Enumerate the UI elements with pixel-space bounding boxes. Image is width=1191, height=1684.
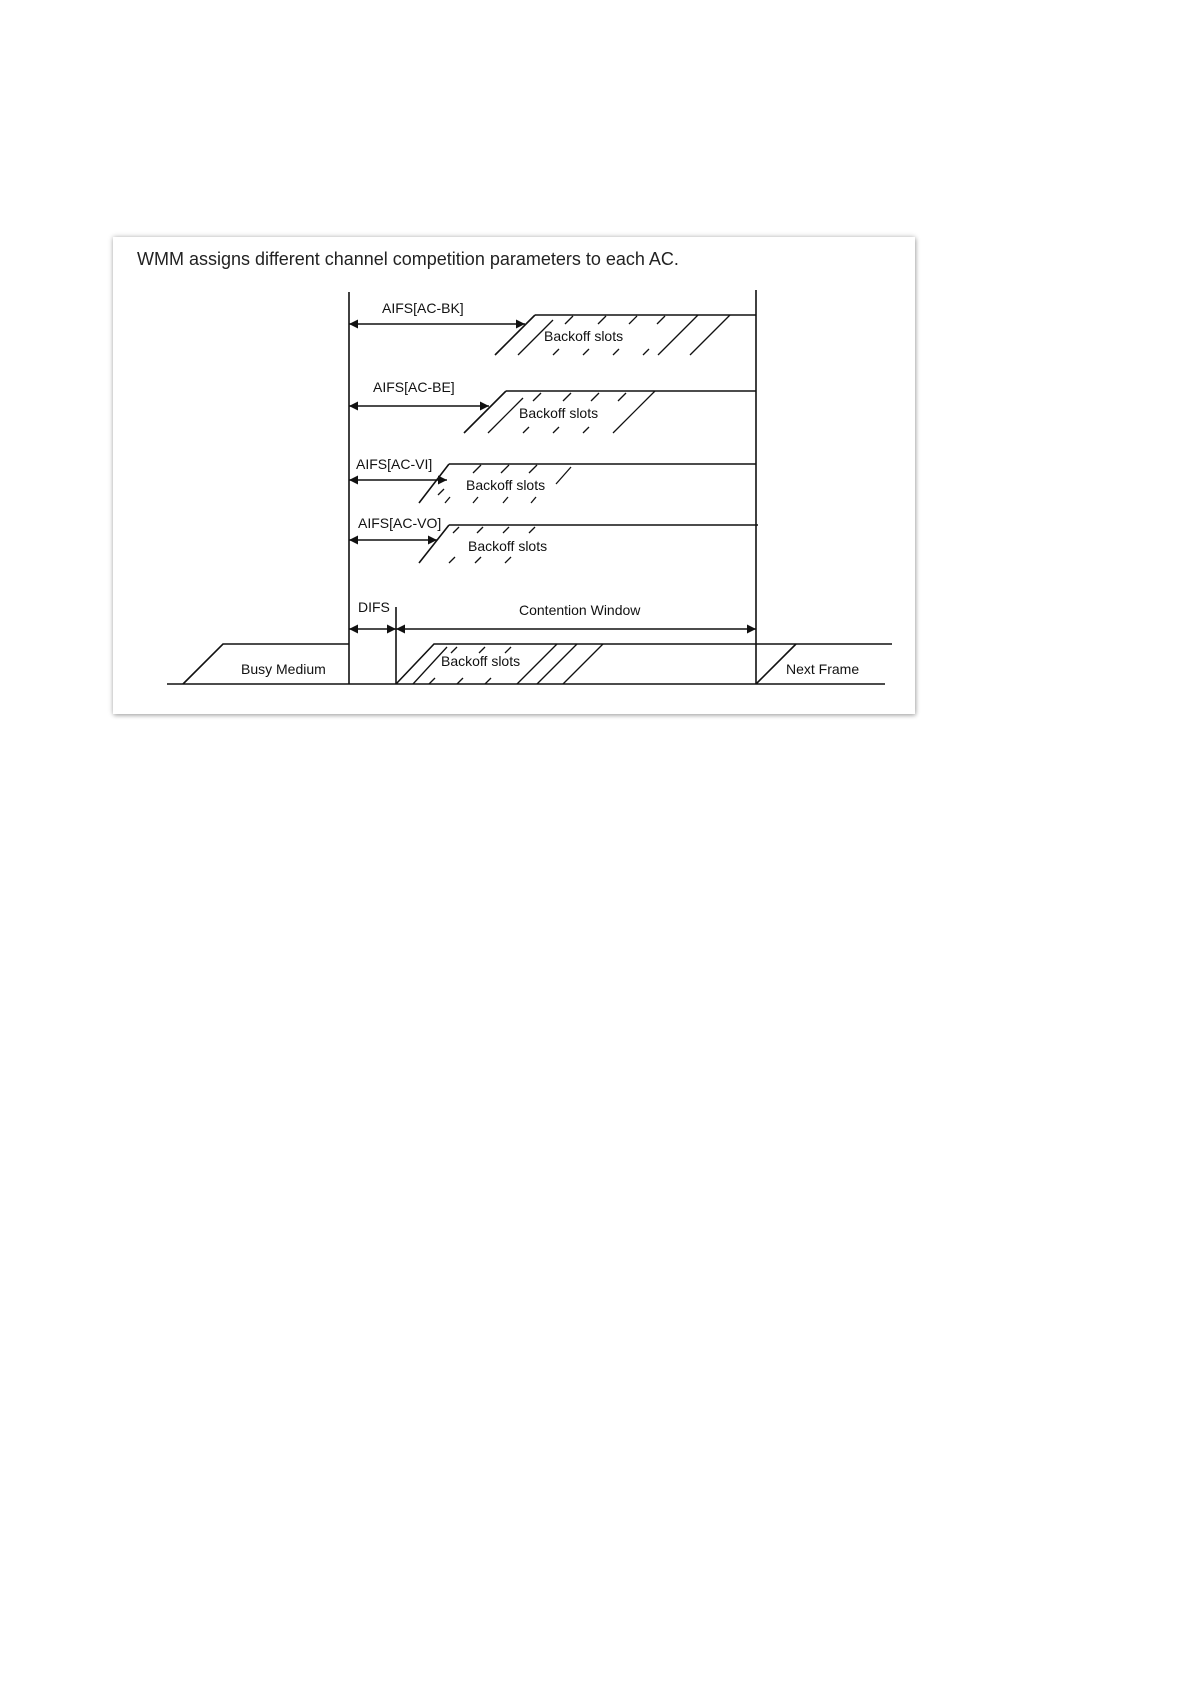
figure-caption: WMM assigns different channel competition parameters to each AC. [137,249,679,269]
backoff-edge [495,315,535,355]
aifs-ac-bk-label: AIFS[AC-BK] [382,300,464,316]
row-ac-vo [349,515,758,563]
wmm-timing-diagram [113,237,915,714]
backoff-edge [464,391,506,433]
difs-label: DIFS [358,599,390,615]
aifs-ac-vi-label: AIFS[AC-VI] [356,456,433,472]
row-ac-be [349,379,756,433]
backoff-ac-be-label: Backoff slots [519,405,599,421]
backoff-ac-vo-label: Backoff slots [468,538,548,554]
next-frame-label: Next Frame [786,661,860,677]
figure-card [113,237,915,714]
aifs-ac-vo-label: AIFS[AC-VO] [358,515,442,531]
aifs-ac-be-label: AIFS[AC-BE] [373,379,455,395]
busy-medium-label: Busy Medium [241,661,326,677]
base-timeline [167,599,892,684]
row-ac-bk [349,300,756,355]
row-ac-vi [349,456,756,503]
backoff-ac-vi-label: Backoff slots [466,477,546,493]
contention-window-label: Contention Window [519,602,641,618]
backoff-ac-bk-label: Backoff slots [544,328,624,344]
backoff-base-label: Backoff slots [441,653,521,669]
